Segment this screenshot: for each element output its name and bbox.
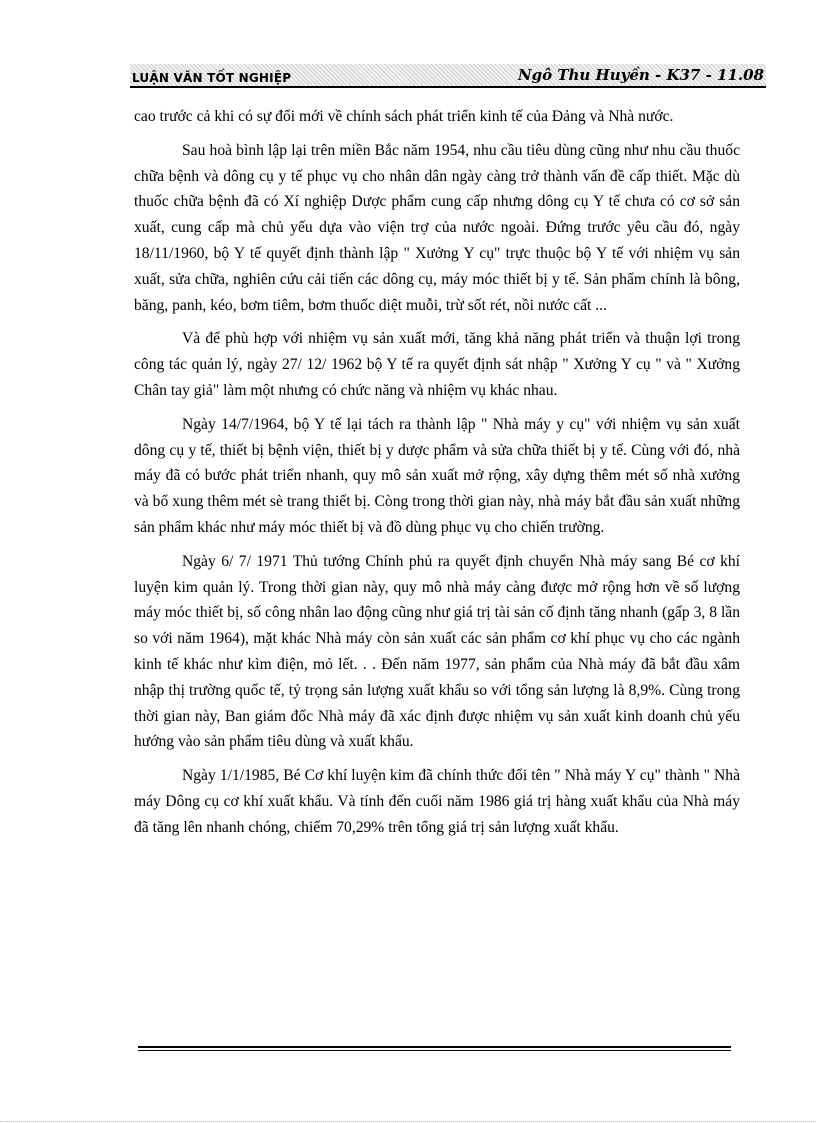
- footer-rule-thin: [138, 1050, 731, 1051]
- footer-rule: [138, 1046, 731, 1048]
- page-edge: [0, 1121, 816, 1122]
- paragraph: Sau hoà bình lập lại trên miền Bắc năm 1954, nhu cầu tiêu dùng cũng như nhu cầu thuốc chữa bệnh và dông cụ y tế phục vụ cho nhân dân ngày càng trở thành vấn đề cấp thiết. Mặc dù thuốc chữa bệnh đã có Xí nghiệp Dược phẩm cung cấp nhưng dông cụ Y tế chưa có cơ sở sản xuất, cung cấp mà chủ yếu dựa vào viện trợ của nước ngoài. Đứng trước yêu cầu đó, ngày 18/11/1960, bộ Y tế quyết định thành lập " Xưởng Y cụ" trực thuộc bộ Y tế với nhiệm vụ sản xuất, sửa chữa, nghiên cứu cải tiến các dông cụ, máy móc thiết bị y tế. Sản phẩm chính là bông, băng, panh, kéo, bơm tiêm, bơm thuốc diệt muỗi, trừ sốt rét, nồi nước cất ...: [134, 141, 740, 314]
- header-rule: [130, 86, 766, 88]
- paragraph: Và để phù hợp với nhiệm vụ sản xuất mới, tăng khả năng phát triển và thuận lợi trong công tác quản lý, ngày 27/ 12/ 1962 bộ Y tế ra quyết định sát nhập " Xưởng Y cụ " và " Xưởng Chân tay giả" làm một nhưng có chức năng và nhiệm vụ khác nhau.: [134, 330, 740, 399]
- page-header: [130, 64, 766, 86]
- paragraph: Ngày 6/ 7/ 1971 Thủ tướng Chính phủ ra quyết định chuyển Nhà máy sang Bé cơ khí luyện kim quản lý. Trong thời gian này, quy mô nhà máy càng được mở rộng hơn về số lượng máy móc thiết bị, số công nhân lao động cũng như giá trị tài sản cố định tăng nhanh (gấp 3, 8 lần so với năm 1964), mặt khác Nhà máy còn sản xuất các sản phẩm cơ khí phục vụ cho các ngành kinh tế khác như kìm điện, mỏ lết. . . Đến năm 1977, sản phẩm của Nhà máy đã bắt đầu xâm nhập thị trường quốc tế, tỷ trọng sản lượng xuất khẩu so với tổng sản lượng là 8,9%. Cùng trong thời gian này, Ban giám đốc Nhà máy đã xác định được nhiệm vụ sản xuất kinh doanh chủ yếu hướng vào sản phẩm tiêu dùng và xuất khẩu.: [134, 552, 740, 751]
- paragraph: Ngày 14/7/1964, bộ Y tế lại tách ra thành lập " Nhà máy y cụ" với nhiệm vụ sản xuất dông cụ y tế, thiết bị bệnh viện, thiết bị y dược phẩm và sửa chữa thiết bị y tế. Cùng với đó, nhà máy đã có bước phát triển nhanh, quy mô sản xuất mở rộng, xây dựng thêm mét số nhà xưởng và bổ xung thêm mét sè trang thiết bị. Còng trong thời gian này, nhà máy bắt đầu sản xuất những sản phẩm khác như máy móc thiết bị và đồ dùng phục vụ cho chiến trường.: [134, 415, 740, 536]
- header-author: Ngô Thu Huyền - K37 - 11.08: [517, 66, 764, 84]
- body-text: [134, 104, 740, 849]
- paragraph: cao trước cả khi có sự đổi mới về chính sách phát triển kinh tế của Đảng và Nhà nước.: [134, 108, 674, 125]
- paragraph: Ngày 1/1/1985, Bé Cơ khí luyện kim đã chính thức đổi tên " Nhà máy Y cụ" thành " Nhà máy Dông cụ cơ khí xuất khẩu. Và tính đến cuối năm 1986 giá trị hàng xuất khẩu của Nhà máy đã tăng lên nhanh chóng, chiếm 70,29% trên tổng giá trị sản lượng xuất khẩu.: [134, 767, 740, 836]
- header-thesis-title: LUẬN VĂN TỐT NGHIỆP: [132, 71, 292, 85]
